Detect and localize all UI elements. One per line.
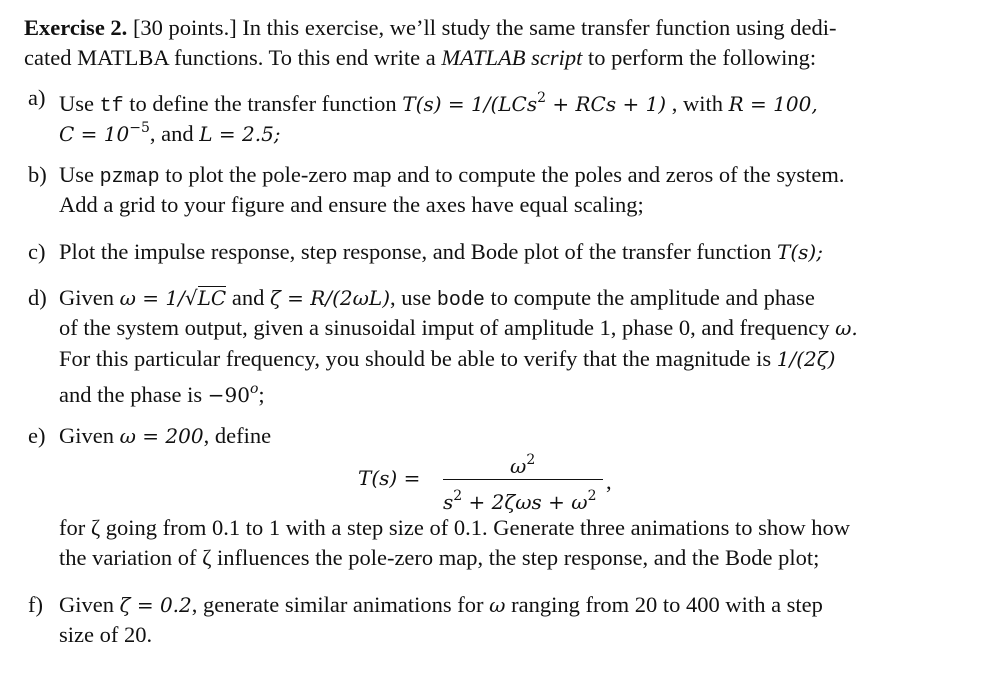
item-a-t2: to define the transfer function — [123, 91, 403, 116]
item-d-eq1: ω = 1/ — [119, 286, 185, 310]
item-e-marker: e) — [28, 423, 46, 448]
eq-num: ω — [510, 454, 527, 478]
item-e-line-1 — [59, 422, 271, 450]
item-a-eq1: T(s) = 1/(LCs — [402, 92, 538, 116]
item-c-marker-line — [28, 238, 45, 266]
item-a-exp: 2 — [537, 90, 547, 106]
item-c-eq: T(s); — [776, 240, 823, 264]
item-b-line-1 — [59, 161, 844, 192]
item-b-line-2 — [59, 191, 644, 219]
item-f-line-2 — [59, 621, 152, 649]
item-d-line-3 — [59, 345, 835, 373]
item-d-l4-eq: −90 — [207, 383, 250, 407]
item-a-eq2: + RCs + 1) — [546, 92, 667, 116]
item-d-l2: of the system output, given a sinusoidal imput of amplitude 1, phase 0, and frequency — [59, 315, 836, 340]
item-a-l2-eq: C = 10 — [59, 122, 130, 146]
item-d-marker-line — [28, 284, 47, 312]
item-f-marker: f) — [28, 592, 43, 617]
item-d-t1: Given — [59, 285, 120, 310]
code-pzmap: pzmap — [99, 166, 160, 189]
item-a-t1: Use — [59, 91, 100, 116]
item-a-l2-exp: −5 — [129, 120, 150, 136]
item-a-with-text: , with — [671, 91, 729, 116]
item-e-t2: , define — [203, 423, 272, 448]
item-d-line-4 — [59, 375, 265, 409]
eq-lhs: T(s) = — [358, 466, 421, 490]
item-d-t4: to compute the amplitude and phase — [484, 285, 815, 310]
item-d-t2: and — [226, 285, 270, 310]
item-b-marker: b) — [28, 162, 47, 187]
display-eq-numerator — [510, 446, 535, 481]
item-f-eq2: ω — [489, 593, 506, 617]
item-f-line-1 — [59, 591, 823, 619]
item-d-line-1 — [59, 284, 815, 315]
item-a-line-2 — [59, 114, 281, 148]
item-f-t2: , generate similar animations for — [191, 592, 490, 617]
eq-den2: + 2ζωs + ω — [462, 490, 588, 514]
exercise-intro-text: In this exercise, we’ll study the same transfer function using dedi- — [242, 15, 837, 40]
intro-emphasis: MATLAB script — [441, 45, 583, 70]
item-d-l3: For this particular frequency, you should be able to verify that the magnitude is — [59, 346, 777, 371]
display-eq-comma — [606, 468, 612, 496]
item-f-t1: Given — [59, 592, 120, 617]
eq-den-exp2: 2 — [587, 488, 597, 504]
item-d-t3: , use — [390, 285, 437, 310]
item-e-line-4 — [59, 544, 819, 572]
item-b-t1: Use — [59, 162, 100, 187]
item-d-l2-eq: ω. — [835, 316, 858, 340]
item-a-l2-mid: , and — [149, 121, 200, 146]
item-e-l4: the variation of ζ influences the pole-zero map, the step response, and the Bode plot; — [59, 545, 820, 570]
item-c-t1: Plot the impulse response, step response, and Bode plot of the transfer function — [59, 239, 777, 264]
item-f-t3: ranging from 20 to 400 with a step — [505, 592, 823, 617]
fraction-bar — [443, 479, 603, 480]
code-bode: bode — [436, 289, 485, 312]
item-f-marker-line — [28, 591, 43, 619]
eq-den: s — [443, 490, 454, 514]
item-a-r-value: R = 100, — [728, 92, 818, 116]
exercise-header-line-2 — [24, 44, 816, 72]
item-a-marker: a) — [28, 85, 46, 110]
code-tf: tf — [99, 95, 124, 118]
intro-text-a: cated MATLBA functions. To this end write a — [24, 45, 442, 70]
item-f-eq1: ζ = 0.2 — [119, 593, 192, 617]
item-c-line-1 — [59, 238, 823, 266]
item-b-l2: Add a grid to your figure and ensure the axes have equal scaling; — [59, 192, 644, 217]
item-e-line-3 — [59, 514, 850, 542]
item-c-marker: c) — [28, 239, 46, 264]
item-d-l4b: ; — [258, 382, 265, 407]
item-d-sqrt: LC — [197, 286, 227, 310]
item-b-t2: to plot the pole-zero map and to compute the poles and zeros of the system. — [159, 162, 845, 187]
item-d-l3-eq: 1/(2ζ) — [776, 347, 836, 371]
display-eq-lhs — [358, 464, 420, 492]
item-d-line-2 — [59, 314, 858, 342]
item-e-marker-line — [28, 422, 45, 450]
sqrt-sign: √ — [184, 286, 198, 310]
eq-num-exp: 2 — [526, 452, 536, 468]
exercise-label: Exercise 2. — [24, 15, 128, 40]
item-f-l2: size of 20. — [59, 622, 153, 647]
item-a-line-1 — [28, 84, 45, 112]
item-d-l4a: and the phase is — [59, 382, 208, 407]
item-d-marker: d) — [28, 285, 47, 310]
eq-comma: , — [606, 469, 612, 494]
eq-den-exp: 2 — [453, 488, 463, 504]
item-e-l3: for ζ going from 0.1 to 1 with a step size of 0.1. Generate three animations to show how — [59, 515, 851, 540]
exercise-points: [30 points.] — [132, 15, 237, 40]
item-d-l4-deg: o — [249, 381, 259, 397]
intro-text-b: to perform the following: — [582, 45, 817, 70]
item-b-marker-line — [28, 161, 47, 189]
item-a-l2-eq2: L = 2.5; — [199, 122, 281, 146]
display-eq-denominator — [443, 482, 597, 516]
item-d-eq2: ζ = R/(2ωL) — [269, 286, 390, 310]
exercise-header-line-1 — [24, 14, 837, 42]
item-e-eq1: ω = 200 — [119, 424, 204, 448]
item-e-t1: Given — [59, 423, 120, 448]
